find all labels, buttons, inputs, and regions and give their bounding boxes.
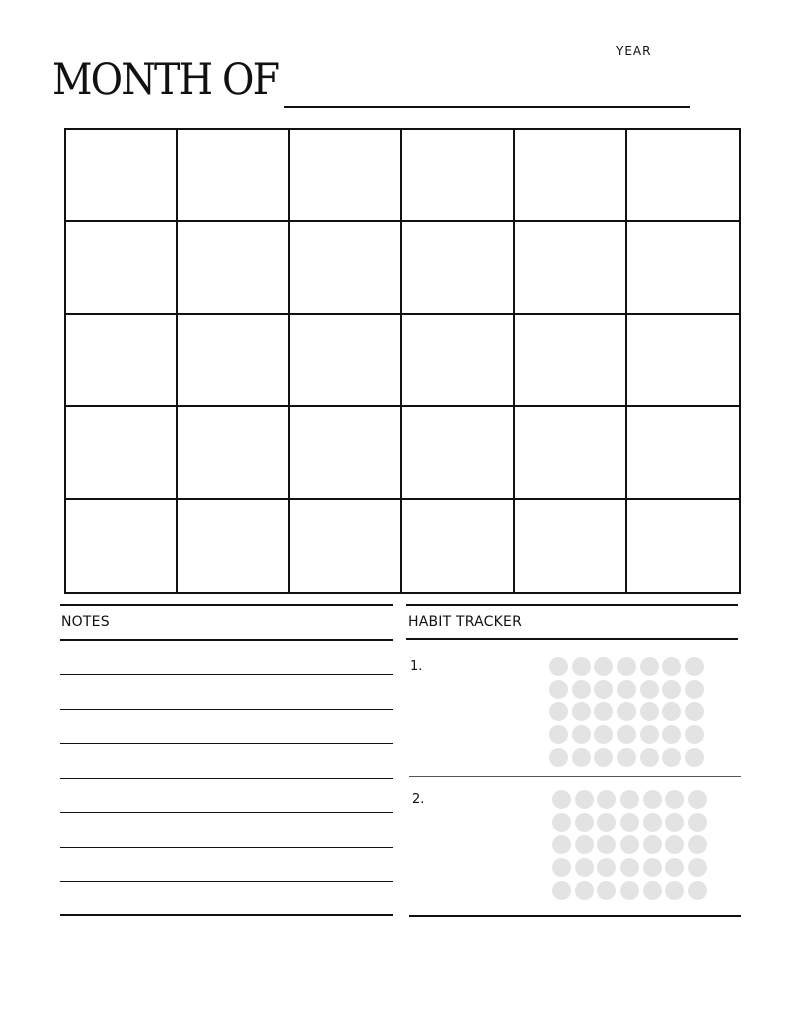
habit-dot[interactable]: [617, 725, 636, 744]
notes-line[interactable]: [60, 709, 393, 710]
calendar-day-cell[interactable]: [627, 500, 739, 592]
calendar-day-cell[interactable]: [178, 315, 290, 407]
habit-dot[interactable]: [643, 813, 662, 832]
habit-dot[interactable]: [688, 858, 707, 877]
habit-dot[interactable]: [620, 813, 639, 832]
habit-dot[interactable]: [665, 835, 684, 854]
habit-dot[interactable]: [549, 725, 568, 744]
calendar-day-cell[interactable]: [402, 315, 514, 407]
habit-item-number: 1.: [410, 659, 423, 674]
calendar-day-cell[interactable]: [402, 130, 514, 222]
habit-dot[interactable]: [572, 725, 591, 744]
calendar-day-cell[interactable]: [178, 500, 290, 592]
habit-dot-grid: [549, 657, 704, 767]
habit-dot[interactable]: [665, 790, 684, 809]
habit-dot[interactable]: [597, 858, 616, 877]
habit-dot[interactable]: [688, 835, 707, 854]
habit-dot[interactable]: [688, 790, 707, 809]
habit-dot[interactable]: [575, 790, 594, 809]
habit-item-number: 2.: [412, 792, 425, 807]
year-label: YEAR: [616, 44, 652, 58]
habit-dot[interactable]: [597, 790, 616, 809]
notes-line[interactable]: [60, 812, 393, 813]
habit-dot[interactable]: [665, 858, 684, 877]
habit-dot[interactable]: [549, 748, 568, 767]
habit-tracker-title: HABIT TRACKER: [408, 614, 523, 630]
notes-line[interactable]: [60, 881, 393, 882]
calendar-day-cell[interactable]: [402, 500, 514, 592]
calendar-day-cell[interactable]: [178, 222, 290, 314]
calendar-day-cell[interactable]: [290, 130, 402, 222]
habit-dot[interactable]: [662, 725, 681, 744]
notes-line[interactable]: [60, 847, 393, 848]
calendar-day-cell[interactable]: [66, 222, 178, 314]
calendar-day-cell[interactable]: [515, 130, 627, 222]
habit-dot[interactable]: [643, 790, 662, 809]
habit-tracker-section: [405, 604, 742, 920]
habit-top-rule: [406, 604, 738, 606]
habit-dot[interactable]: [620, 835, 639, 854]
calendar-day-cell[interactable]: [402, 407, 514, 499]
calendar-day-cell[interactable]: [627, 222, 739, 314]
habit-dot[interactable]: [665, 813, 684, 832]
habit-dot[interactable]: [643, 835, 662, 854]
habit-dot[interactable]: [662, 702, 681, 721]
habit-dot[interactable]: [549, 680, 568, 699]
habit-dot[interactable]: [640, 680, 659, 699]
calendar-day-cell[interactable]: [515, 222, 627, 314]
habit-dot[interactable]: [685, 748, 704, 767]
notes-section: [60, 604, 393, 916]
calendar-day-cell[interactable]: [178, 130, 290, 222]
habit-dot[interactable]: [617, 680, 636, 699]
habit-dot[interactable]: [685, 702, 704, 721]
habit-dot[interactable]: [643, 858, 662, 877]
habit-dot[interactable]: [575, 835, 594, 854]
notes-top-rule: [60, 604, 393, 606]
calendar-day-cell[interactable]: [627, 130, 739, 222]
notes-bottom-rule: [60, 914, 393, 916]
habit-divider: [409, 776, 741, 777]
habit-dot[interactable]: [662, 657, 681, 676]
habit-dot[interactable]: [572, 702, 591, 721]
habit-dot[interactable]: [575, 813, 594, 832]
calendar-day-cell[interactable]: [290, 407, 402, 499]
habit-dot[interactable]: [575, 858, 594, 877]
calendar-day-cell[interactable]: [178, 407, 290, 499]
notes-line[interactable]: [60, 743, 393, 744]
month-write-line[interactable]: [284, 106, 690, 108]
habit-dot[interactable]: [597, 813, 616, 832]
habit-dot[interactable]: [594, 748, 613, 767]
calendar-day-cell[interactable]: [627, 407, 739, 499]
habit-dot[interactable]: [617, 702, 636, 721]
calendar-day-cell[interactable]: [515, 407, 627, 499]
habit-dot[interactable]: [552, 835, 571, 854]
habit-dot[interactable]: [640, 702, 659, 721]
habit-dot[interactable]: [643, 881, 662, 900]
notes-title: NOTES: [61, 614, 110, 630]
habit-dot[interactable]: [572, 748, 591, 767]
calendar-day-cell[interactable]: [515, 315, 627, 407]
habit-dot[interactable]: [597, 881, 616, 900]
habit-dot[interactable]: [685, 657, 704, 676]
habit-dot[interactable]: [572, 680, 591, 699]
notes-header-rule: [60, 639, 393, 641]
calendar-day-cell[interactable]: [515, 500, 627, 592]
habit-dot[interactable]: [617, 657, 636, 676]
habit-dot[interactable]: [594, 657, 613, 676]
habit-dot[interactable]: [594, 702, 613, 721]
habit-header-rule: [406, 638, 738, 640]
habit-dot[interactable]: [688, 813, 707, 832]
habit-dot[interactable]: [552, 881, 571, 900]
habit-dot-grid: [552, 790, 707, 900]
habit-dot[interactable]: [594, 725, 613, 744]
habit-dot[interactable]: [552, 858, 571, 877]
habit-dot[interactable]: [620, 790, 639, 809]
calendar-day-cell[interactable]: [66, 130, 178, 222]
habit-dot[interactable]: [552, 813, 571, 832]
habit-dot[interactable]: [640, 748, 659, 767]
habit-dot[interactable]: [662, 680, 681, 699]
calendar-day-cell[interactable]: [66, 500, 178, 592]
habit-dot[interactable]: [597, 835, 616, 854]
habit-dot[interactable]: [620, 881, 639, 900]
habit-dot[interactable]: [617, 748, 636, 767]
habit-dot[interactable]: [575, 881, 594, 900]
notes-line[interactable]: [60, 674, 393, 675]
habit-dot[interactable]: [688, 881, 707, 900]
calendar-day-cell[interactable]: [290, 222, 402, 314]
habit-dot[interactable]: [620, 858, 639, 877]
calendar-day-cell[interactable]: [290, 500, 402, 592]
habit-dot[interactable]: [572, 657, 591, 676]
habit-dot[interactable]: [640, 725, 659, 744]
calendar-day-cell[interactable]: [627, 315, 739, 407]
calendar-grid: [64, 128, 741, 594]
habit-bottom-rule: [409, 915, 741, 917]
calendar-day-cell[interactable]: [402, 222, 514, 314]
habit-dot[interactable]: [685, 680, 704, 699]
habit-dot[interactable]: [549, 657, 568, 676]
habit-dot[interactable]: [552, 790, 571, 809]
month-title: MONTH OF: [52, 55, 279, 105]
habit-dot[interactable]: [685, 725, 704, 744]
calendar-day-cell[interactable]: [66, 315, 178, 407]
habit-dot[interactable]: [549, 702, 568, 721]
notes-line[interactable]: [60, 778, 393, 779]
calendar-day-cell[interactable]: [290, 315, 402, 407]
habit-dot[interactable]: [662, 748, 681, 767]
calendar-day-cell[interactable]: [66, 407, 178, 499]
habit-dot[interactable]: [665, 881, 684, 900]
habit-dot[interactable]: [640, 657, 659, 676]
habit-dot[interactable]: [594, 680, 613, 699]
